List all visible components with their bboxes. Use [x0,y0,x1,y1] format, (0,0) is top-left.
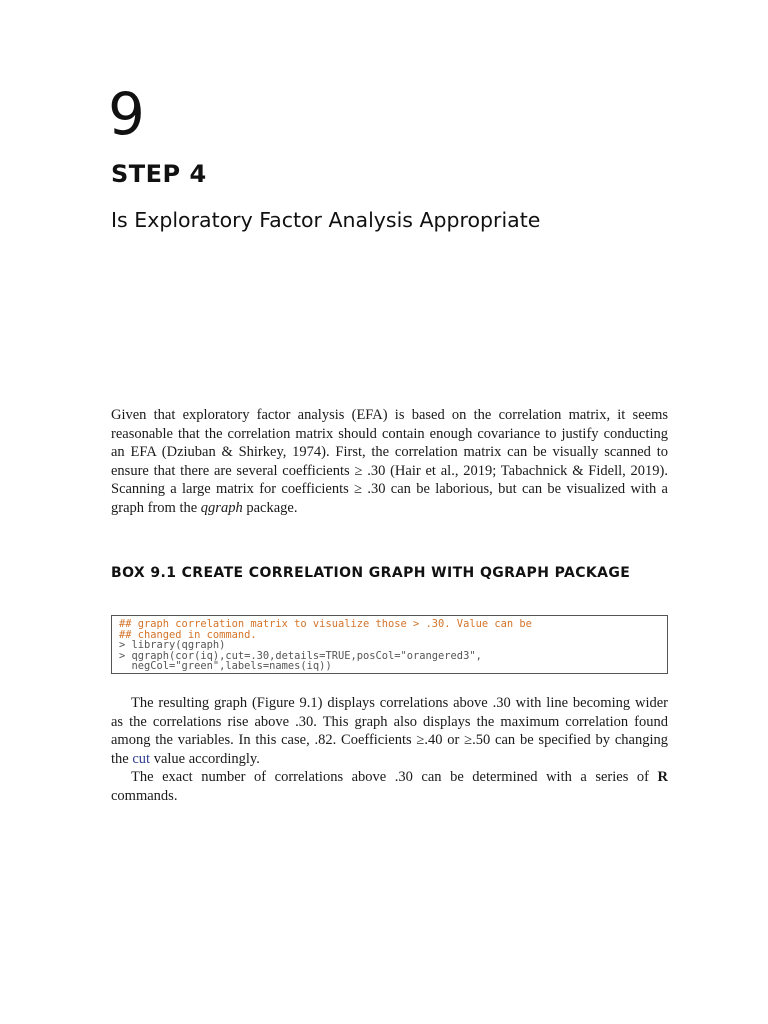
package-name: qgraph [200,499,243,516]
cut-code-term: cut [132,750,151,767]
intro-paragraph [111,406,668,518]
body-text-segment: value accordingly. [150,750,260,767]
intro-text-1: Given that exploratory factor analysis (EFA) is based on the correlation matrix, it seems reasonable that the correlation matrix should contain enough covariance to justify conducting an EFA (Dziuban & Shirkey, 1974). First, the correlation matrix can be visually scanned to ensure that there are several coefficients ≥ .30 (Hair et al., 2019; Tabachnick & Fidell, 2019). Scanning a large matrix for coefficients ≥ .30 can be laborious, but can be visualized with a graph from the [111,407,668,516]
step-title: STEP 4 [111,160,207,188]
body-text-segment: commands. [111,787,178,804]
code-box [111,615,668,674]
chapter-subtitle: Is Exploratory Factor Analysis Appropriate [111,208,541,232]
box-heading: BOX 9.1 CREATE CORRELATION GRAPH WITH QGRAPH PACKAGE [111,565,631,581]
body-paragraph [111,768,668,805]
body-paragraph [111,694,668,768]
code-command-line: negCol="green",labels=names(iq)) [119,660,332,673]
body-text-segment: The resulting graph (Figure 9.1) displays correlations above .30 with line becoming wider as the correlations rise above .30. This graph also displays the maximum correlation found among the variables. In this case, .82. Coefficients ≥.40 or ≥.50 can be specified by changing the [111,695,668,767]
body-text [111,694,668,806]
code-comment-line: ## changed in command. [119,628,257,641]
r-language-name: R [657,769,668,786]
intro-text-2: package. [242,499,298,516]
code-command-line: > library(qgraph) [119,639,226,652]
code-comment-line: ## graph correlation matrix to visualize those > .30. Value can be [119,618,532,630]
body-text-segment: The exact number of correlations above .30 can be determined with a series of [131,769,658,786]
code-command-line: > qgraph(cor(iq),cut=.30,details=TRUE,posCol="orangered3", [119,649,482,662]
chapter-number: 9 [108,80,145,148]
